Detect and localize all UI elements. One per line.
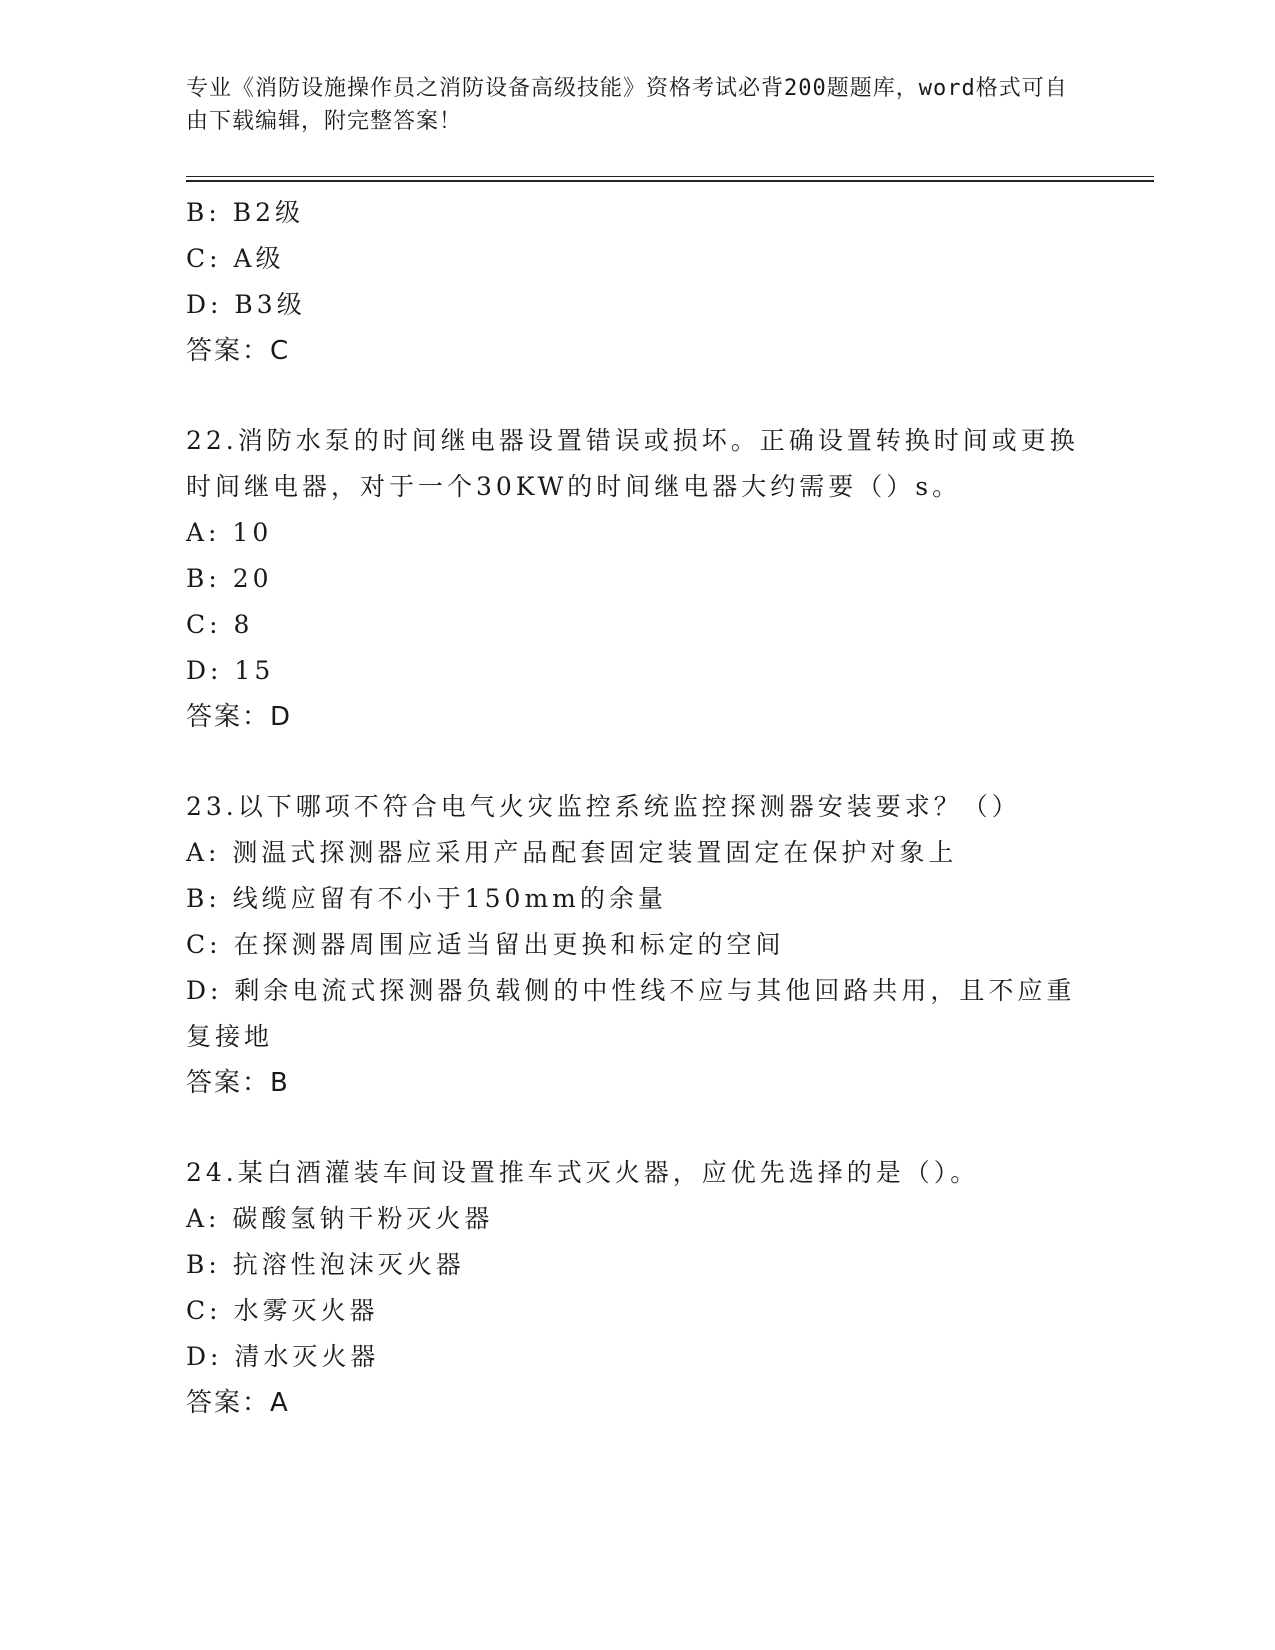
option-c: C: 8 bbox=[186, 610, 254, 639]
option-d: D: 清水灭火器 bbox=[186, 1342, 380, 1371]
question-stem: 22.消防水泵的时间继电器设置错误或损坏。正确设置转换时间或更换时间继电器，对于一个30KW的时间继电器大约需要（）s。 bbox=[186, 426, 1079, 501]
answer-line: 答案：B bbox=[186, 1068, 290, 1098]
option-d: D: 剩余电流式探测器负载侧的中性线不应与其他回路共用，且不应重复接地 bbox=[186, 976, 1076, 1051]
document-header: 专业《消防设施操作员之消防设备高级技能》资格考试必背200题题库，word格式可自由下载编辑，附完整答案！ bbox=[186, 76, 1068, 134]
header-divider-thin bbox=[186, 176, 1154, 177]
question-stem: 24.某白酒灌装车间设置推车式灭火器，应优先选择的是（）。 bbox=[186, 1158, 980, 1187]
question-23 bbox=[186, 784, 1086, 1106]
question-content bbox=[186, 190, 1086, 1426]
option-a: A: 测温式探测器应采用产品配套固定装置固定在保护对象上 bbox=[186, 838, 958, 867]
option-b: B: 20 bbox=[186, 564, 273, 593]
option-c: C: 在探测器周围应适当留出更换和标定的空间 bbox=[186, 930, 785, 959]
answer-line: 答案：D bbox=[186, 702, 293, 732]
answer-line: 答案：C bbox=[186, 336, 291, 366]
question-stem: 23.以下哪项不符合电气火灾监控系统监控探测器安装要求？（） bbox=[186, 792, 1021, 821]
option-a: A: 碳酸氢钠干粉灭火器 bbox=[186, 1204, 494, 1233]
option-b: B: B2级 bbox=[186, 198, 305, 227]
previous-question-tail bbox=[186, 190, 1086, 374]
option-d: D: 15 bbox=[186, 656, 275, 685]
question-24 bbox=[186, 1150, 1086, 1426]
option-c: C: A级 bbox=[186, 244, 285, 273]
option-b: B: 抗溶性泡沫灭火器 bbox=[186, 1250, 465, 1279]
option-d: D: B3级 bbox=[186, 290, 306, 319]
option-b: B: 线缆应留有不小于150mm的余量 bbox=[186, 884, 667, 913]
header-divider-thick bbox=[186, 180, 1154, 182]
option-a: A: 10 bbox=[186, 518, 273, 547]
option-c: C: 水雾灭火器 bbox=[186, 1296, 379, 1325]
question-22 bbox=[186, 418, 1086, 740]
answer-line: 答案：A bbox=[186, 1388, 290, 1418]
